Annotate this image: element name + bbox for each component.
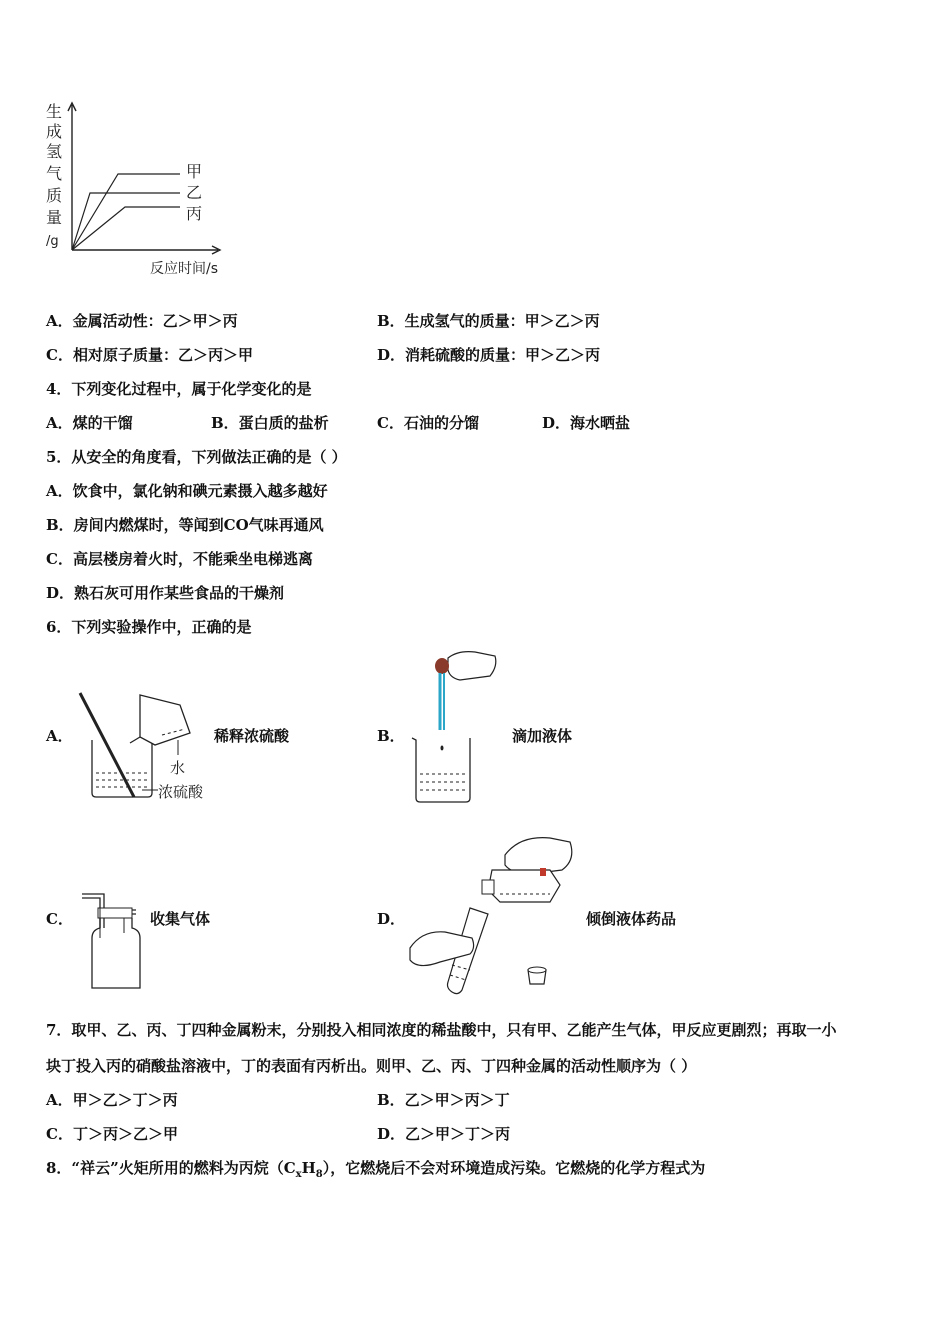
x-axis-label: 反应时间/s	[150, 261, 219, 277]
q8-text-h: H	[301, 1159, 316, 1177]
y-label-char: 氢	[46, 142, 63, 161]
curve-bing	[72, 207, 180, 250]
q6-stem: 6．下列实验操作中，正确的是	[46, 618, 252, 636]
q5-option-c: C．高层楼房着火时，不能乘坐电梯逃离	[46, 550, 313, 568]
y-label-char: /g	[46, 234, 59, 249]
q3-option-c: C．相对原子质量：乙＞丙＞甲	[46, 346, 253, 364]
add-liquid-figure	[400, 648, 510, 806]
dilute-acid-figure	[70, 685, 220, 805]
q6-option-a-label: A．	[46, 727, 73, 745]
q8-text-part1: 8．“祥云”火矩所用的燃料为丙烷（C	[46, 1159, 296, 1177]
water-label: 水	[170, 759, 186, 777]
q6-option-d-caption: 倾倒液体药品	[586, 910, 677, 928]
q4-option-c: C．石油的分馏	[377, 414, 479, 432]
q8-stem	[46, 1157, 705, 1180]
q6-option-c-caption: 收集气体	[150, 910, 211, 928]
q4-stem: 4．下列变化过程中，属于化学变化的是	[46, 380, 312, 398]
curves	[72, 174, 180, 250]
hydrogen-mass-graph	[40, 95, 250, 280]
q7-stem-line2: 块丁投入丙的硝酸盐溶液中，丁的表面有丙析出。则甲、乙、丙、丁四种金属的活动性顺序为（ ）	[46, 1057, 697, 1075]
q8-text-part2: ），它燃烧后不会对环境造成污染。它燃烧的化学方程式为	[322, 1159, 706, 1177]
q4-option-d: D．海水晒盐	[542, 414, 631, 432]
legend-jia: 甲	[186, 162, 203, 181]
q7-option-c: C．丁＞丙＞乙＞甲	[46, 1125, 178, 1143]
y-label-char: 质	[46, 186, 63, 205]
q8-subscript-x: x	[295, 1169, 302, 1180]
gas-collection-figure	[78, 888, 148, 994]
q5-option-a: A．饮食中，氯化钠和碘元素摄入越多越好	[46, 482, 328, 500]
legend-bing: 丙	[186, 204, 203, 223]
q6-option-b-caption: 滴加液体	[512, 727, 573, 745]
y-axis-label	[46, 102, 62, 249]
q7-option-d: D．乙＞甲＞丁＞丙	[377, 1125, 511, 1143]
q6-option-a-caption: 稀释浓硫酸	[214, 727, 290, 745]
q8-subscript-8: 8	[315, 1169, 323, 1180]
y-label-char: 成	[46, 122, 63, 141]
pour-liquid-figure	[400, 830, 585, 1000]
q5-option-d: D．熟石灰可用作某些食品的干燥剂	[46, 584, 285, 602]
q5-stem: 5．从安全的角度看，下列做法正确的是（ ）	[46, 448, 347, 466]
q7-stem-line1: 7．取甲、乙、丙、丁四种金属粉末，分别投入相同浓度的稀盐酸中，只有甲、乙能产生气体，甲反应更剧烈；再取一小	[46, 1021, 837, 1039]
legend	[186, 162, 202, 223]
q3-option-d: D．消耗硫酸的质量：甲＞乙＞丙	[377, 346, 601, 364]
legend-yi: 乙	[186, 183, 203, 202]
acid-label: 浓硫酸	[158, 783, 204, 801]
q6-option-b-label: B．	[377, 727, 405, 745]
q6-option-c-label: C．	[46, 910, 73, 928]
y-label-char: 生	[46, 102, 63, 121]
q3-option-b: B．生成氢气的质量：甲＞乙＞丙	[377, 312, 600, 330]
q5-option-b: B．房间内燃煤时，等闻到CO气味再通风	[46, 516, 324, 534]
q6-option-d-label: D．	[377, 910, 406, 928]
q7-option-b: B．乙＞甲＞丙＞丁	[377, 1091, 510, 1109]
curve-yi	[72, 193, 180, 250]
q4-option-b: B．蛋白质的盐析	[211, 414, 329, 432]
q7-option-a: A．甲＞乙＞丁＞丙	[46, 1091, 178, 1109]
q3-option-a: A．金属活动性：乙＞甲＞丙	[46, 312, 238, 330]
q4-option-a: A．煤的干馏	[46, 414, 133, 432]
curve-jia	[72, 174, 180, 250]
y-label-char: 量	[46, 208, 63, 227]
y-label-char: 气	[46, 164, 63, 183]
